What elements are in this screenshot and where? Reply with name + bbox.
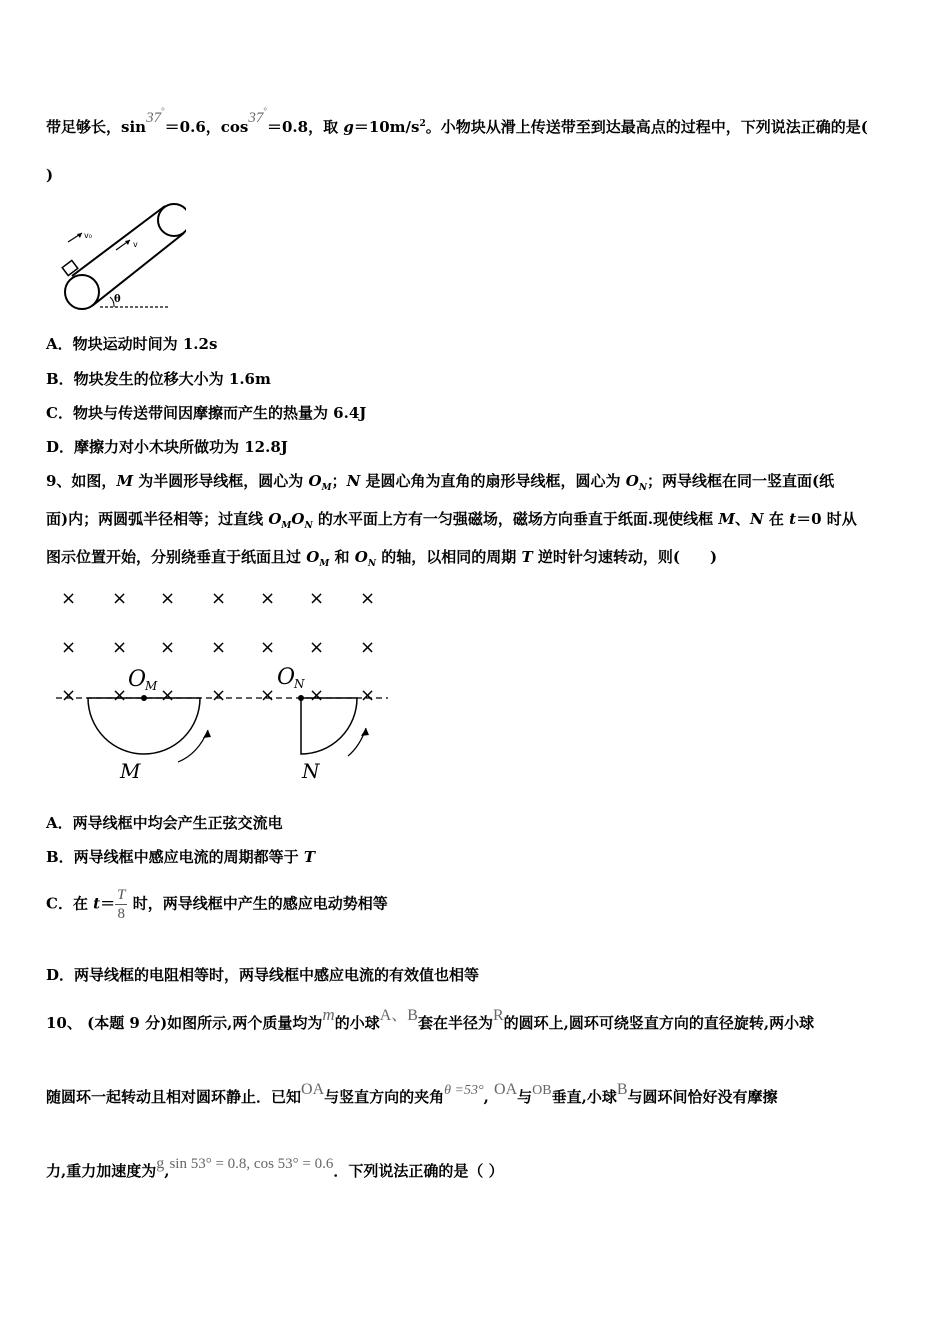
degree: °	[263, 106, 267, 116]
sub-N: N	[367, 559, 377, 569]
sub-N: N	[638, 483, 648, 493]
q8-line-1	[46, 106, 868, 137]
field-cross: ×	[160, 588, 176, 609]
var-OA: OA	[494, 1081, 518, 1098]
label-O-N-sub: N	[294, 677, 305, 691]
q8-line-2: )	[46, 166, 54, 184]
var-T: T	[521, 548, 533, 566]
q9-text: 和	[329, 548, 355, 566]
sub-M: M	[319, 559, 330, 569]
var-AB: A、B	[379, 1007, 418, 1024]
q9-text: 在	[763, 510, 790, 528]
sub-M: M	[281, 521, 292, 531]
var-g: g	[156, 1155, 165, 1172]
var-O: O	[354, 548, 368, 566]
q8-text: ＝0.6，cos	[164, 118, 249, 136]
q8-text: 。小物块从滑上传送带至到达最高点的过程中，下列说法正确的是(	[425, 118, 868, 136]
q9-line-3	[46, 546, 717, 569]
center-OM	[141, 695, 147, 701]
fraction-numerator: T	[117, 887, 126, 903]
q8-option-c: C．物块与传送带间因摩擦而产生的热量为 6.4J	[46, 404, 367, 422]
q10-text: ,	[483, 1088, 489, 1106]
var-N: N	[346, 472, 361, 490]
var-O: O	[625, 472, 639, 490]
field-cross: ×	[260, 685, 276, 706]
v0-label: v₀	[84, 231, 92, 240]
var-M: M	[116, 472, 134, 490]
field-cross: ×	[211, 588, 227, 609]
q10-text: 套在半径为	[417, 1014, 493, 1032]
field-cross: ×	[112, 588, 128, 609]
theta-label: θ	[114, 294, 121, 305]
q9-text: 是圆心角为直角的扇形导线框，圆心为	[360, 472, 626, 490]
field-cross: ×	[309, 685, 325, 706]
q9-text: B．两导线框中感应电流的周期都等于	[46, 848, 304, 866]
q10-text: 力,重力加速度为	[46, 1162, 157, 1180]
var-O: O	[268, 510, 282, 528]
sub-M: M	[321, 483, 332, 493]
field-crosses	[61, 588, 375, 706]
q9-text: 为半圆形导线框，圆心为	[133, 472, 309, 490]
var-m: m	[322, 1005, 335, 1024]
theta-equation: θ =53°	[444, 1083, 484, 1098]
field-cross: ×	[160, 637, 176, 658]
q9-text: 的水平面上方有一匀强磁场，磁场方向垂直于纸面.现使线框	[312, 510, 719, 528]
label-O-M-sub: M	[145, 679, 158, 693]
q9-text: 的轴，以相同的周期	[376, 548, 522, 566]
var-OB: OB	[532, 1083, 552, 1098]
q9-option-d: D．两导线框的电阻相等时，两导线框中感应电流的有效值也相等	[46, 966, 480, 984]
q10-text: 的小球	[334, 1014, 380, 1032]
q9-text: C．在	[46, 894, 94, 913]
q9-text: 9、如图，	[46, 472, 117, 490]
q8-option-b: B．物块发生的位移大小为 1.6m	[46, 370, 271, 388]
field-cross: ×	[112, 685, 128, 706]
sup-37: 37	[146, 110, 162, 126]
q8-text: ＝10m/s	[353, 118, 420, 136]
field-cross: ×	[61, 588, 77, 609]
q9-text: 图示位置开始，分别绕垂直于纸面且过	[46, 548, 307, 566]
field-cross: ×	[360, 685, 376, 706]
q9-option-c	[46, 886, 388, 923]
field-cross: ×	[211, 685, 227, 706]
q10-text: 随圆环一起转动且相对圆环静止．已知	[46, 1088, 302, 1106]
var-g: g	[343, 118, 354, 136]
field-cross: ×	[309, 637, 325, 658]
rotation-arrow-N	[348, 728, 366, 756]
fraction-T-over-8	[115, 886, 127, 923]
q10-text: ,	[164, 1162, 170, 1180]
q8-text: ＝0.8，取	[266, 118, 339, 136]
belt-bottom	[92, 233, 184, 306]
q8-option-a: A．物块运动时间为 1.2s	[46, 335, 218, 353]
field-cross: ×	[360, 637, 376, 658]
field-cross: ×	[112, 637, 128, 658]
var-O: O	[291, 510, 305, 528]
q9-text: 面)内；两圆弧半径相等；过直线	[46, 510, 269, 528]
field-cross: ×	[160, 685, 176, 706]
q10-line-1	[46, 1005, 815, 1033]
sector-frame-N	[301, 698, 357, 754]
belt-top	[72, 206, 165, 276]
label-M: M	[120, 759, 141, 783]
var-t: t	[93, 894, 101, 913]
q10-line-2	[46, 1081, 778, 1107]
q9-option-a: A．两导线框中均会产生正弦交流电	[46, 814, 283, 832]
q10-text: 10、 (本题 9 分)如图所示,两个质量均为	[46, 1014, 323, 1032]
q9-text: ；	[331, 472, 347, 490]
field-figure	[48, 578, 393, 788]
q9-text: 逆时针匀速转动，则( )	[532, 548, 718, 566]
trig-values: sin 53° = 0.8, cos 53° = 0.6	[169, 1156, 334, 1172]
v-label: v	[133, 240, 138, 249]
q8-option-d: D．摩擦力对小木块所做功为 12.8J	[46, 438, 288, 456]
var-M: M	[718, 510, 735, 528]
q10-text: 的圆环上,圆环可绕竖直方向的直径旋转,两小球	[503, 1014, 815, 1032]
degree: °	[161, 106, 165, 116]
field-cross: ×	[61, 637, 77, 658]
var-t: t	[789, 510, 797, 528]
semicircle-frame-M	[88, 698, 200, 754]
q10-text: 垂直,小球	[551, 1088, 617, 1106]
label-O-M: O	[128, 667, 147, 692]
label-N: N	[302, 759, 320, 783]
sub-N: N	[304, 521, 313, 531]
q10-text: ．下列说法正确的是（ ）	[333, 1162, 504, 1180]
field-cross: ×	[211, 637, 227, 658]
q9-text: ＝	[100, 894, 116, 913]
var-R: R	[492, 1007, 504, 1024]
var-N: N	[749, 510, 764, 528]
q10-text: 与圆环间恰好没有摩擦	[627, 1088, 778, 1106]
q9-line-2	[46, 508, 857, 531]
var-O: O	[306, 548, 320, 566]
q8-text: 带足够长，sin	[46, 118, 147, 136]
var-B: B	[616, 1081, 628, 1098]
field-cross: ×	[260, 588, 276, 609]
q9-text: ；两导线框在同一竖直面(纸	[647, 472, 835, 490]
q9-line-1	[46, 470, 834, 493]
conveyor-figure	[56, 198, 186, 318]
field-cross: ×	[360, 588, 376, 609]
center-ON	[298, 695, 304, 701]
field-cross: ×	[309, 588, 325, 609]
q10-line-3	[46, 1155, 504, 1181]
rotation-arrow-M	[178, 730, 208, 762]
sup-37: 37	[248, 110, 264, 126]
q10-text: 与竖直方向的夹角	[324, 1088, 445, 1106]
q9-text: ＝0 时从	[796, 510, 857, 528]
var-O: O	[308, 472, 322, 490]
q9-option-b	[46, 846, 315, 867]
var-OA: OA	[301, 1081, 325, 1098]
var-T: T	[303, 848, 316, 866]
exponent: 2	[419, 119, 426, 129]
label-O-N: O	[277, 665, 296, 690]
field-cross: ×	[260, 637, 276, 658]
q9-text: 、	[734, 510, 750, 528]
fraction-denominator: 8	[117, 906, 126, 922]
field-cross: ×	[61, 685, 77, 706]
q10-text: 与	[517, 1088, 533, 1106]
q9-text: 时，两导线框中产生的感应电动势相等	[127, 894, 388, 913]
